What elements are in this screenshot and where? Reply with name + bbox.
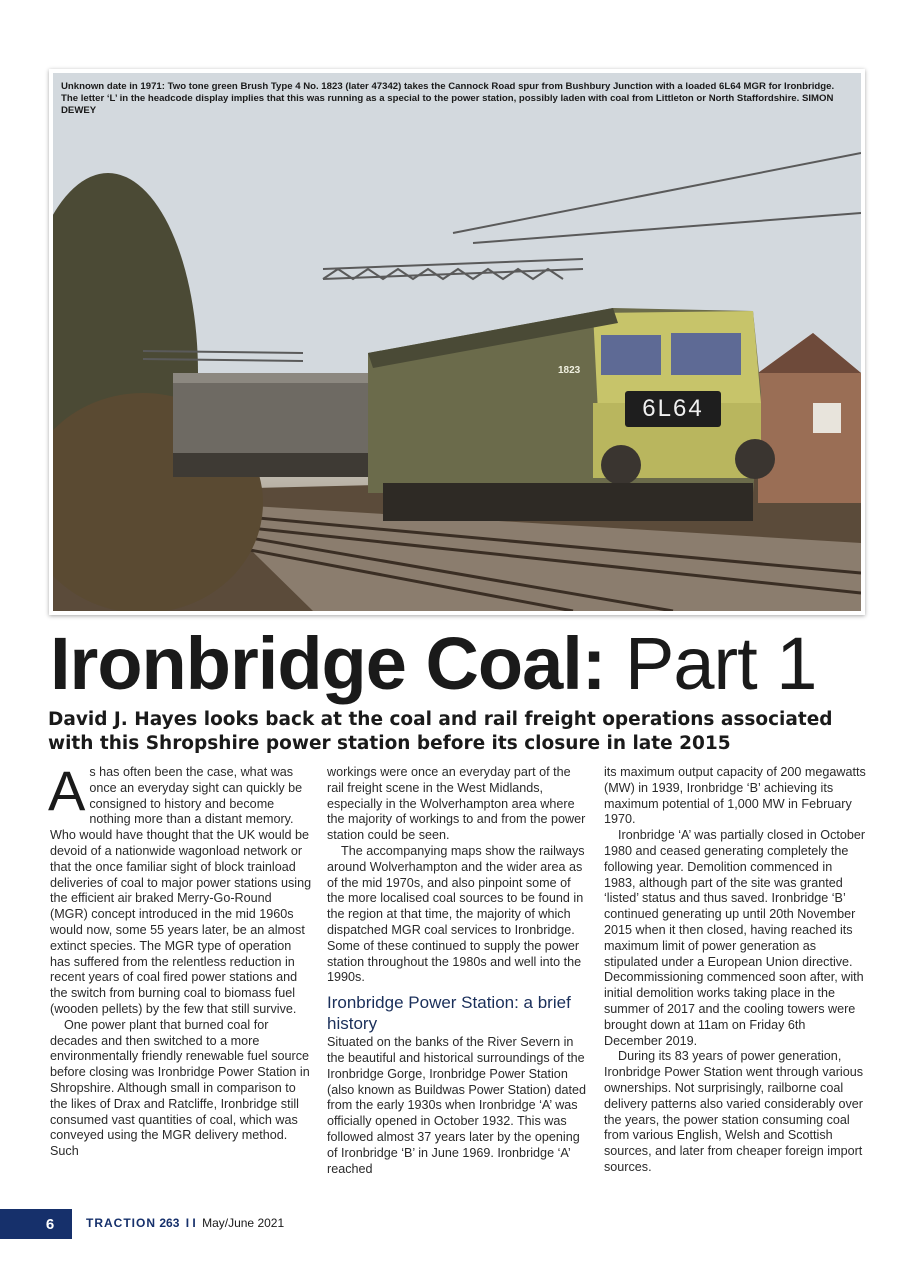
title-bold: Ironbridge Coal: (50, 622, 606, 705)
drop-cap: A (48, 759, 86, 822)
photo-caption: Unknown date in 1971: Two tone green Brush Type 4 No. 1823 (later 47342) takes the Cannock Road spur from Bushbury Junction with a loaded 6L64 MGR for Ironbridge. The letter ‘L’ in the headcode display implies that this was running as a special to the power station, possibly laden with coal from Littleton or North Staffordshire. SIMON DEWEY (61, 81, 835, 116)
train-illustration (53, 73, 861, 611)
body-column-3 (604, 765, 866, 1176)
paragraph: its maximum output capacity of 200 megawatts (MW) in 1939, Ironbridge ‘B’ achieving its maximum potential of 1,000 MW in February 1970. (604, 765, 866, 827)
headcode-display: 6L64 (642, 395, 704, 422)
paragraph: Situated on the banks of the River Severn in the beautiful and historical surroundings of the Ironbridge Gorge, Ironbridge Power Station (also known as Buildwas Power Station) dated from the early 1930s when Ironbridge ‘A’ was officially opened in October 1932. This was followed almost 37 years later by the opening of Ironbridge ‘B’ in June 1969. Ironbridge ‘A’ reached (327, 1035, 587, 1176)
footer-separator: I I (185, 1216, 196, 1230)
page-number: 6 (0, 1209, 72, 1239)
magazine-name: TRACTION (86, 1216, 156, 1230)
photo-image (53, 73, 861, 611)
issue-date: May/June 2021 (202, 1216, 285, 1230)
loco-number: 1823 (558, 365, 581, 376)
paragraph: During its 83 years of power generation, Ironbridge Power Station went through various ownerships. Not surprisingly, railborne coal delivery patterns also varied considerably over the years, the power station consuming coal from various English, Welsh and Scottish sources, and later from cheaper foreign import sources. (604, 1049, 864, 1174)
page-title (50, 624, 870, 704)
paragraph: workings were once an everyday part of the rail freight scene in the West Midlands, especially in the Wolverhampton area where the majority of workings to and from the power station could be seen. (327, 765, 586, 843)
running-footer (86, 1216, 284, 1230)
body-column-2 (327, 765, 589, 1177)
standfirst: David J. Hayes looks back at the coal and rail freight operations associated with this Shropshire power station before its closure in late 2015 (48, 709, 833, 754)
issue-number: 263 (159, 1216, 180, 1230)
title-light: Part 1 (625, 622, 817, 705)
lead-photo (49, 69, 865, 615)
paragraph: s has often been the case, what was once an everyday sight can quickly be consigned to history and become nothing more than a distant memory. Who would have thought that the UK would be devoid of a nationwide wagonload network or that the once familiar sight of block trainload deliveries of coal to major power stations using the efficient air braked Merry-Go-Round (MGR) concept introduced in the mid 1960s would now, some 55 years later, be an almost extinct species. The MGR type of operation has suffered from the relentless reduction in recent years of coal fired power stations and the switch from burning coal to biomass fuel (wooden pellets) by the few that still survive. (50, 765, 312, 1016)
paragraph: The accompanying maps show the railways around Wolverhampton and the wider area as of the mid 1970s, and also pinpoint some of the more localised coal sources to be found in the region at that time, the majority of which dispatched MGR coal services to Ironbridge. Some of these continued to supply the power station throughout the 1980s and well into the 1990s. (327, 843, 585, 985)
body-column-1 (48, 759, 312, 1160)
section-subhead: Ironbridge Power Station: a brief history (327, 993, 571, 1034)
paragraph: One power plant that burned coal for decades and then switched to a more environmentally friendly renewable fuel source before closing was Ironbridge Power Station in Shropshire. Although small in comparison to the likes of Drax and Ratcliffe, Ironbridge still consumed vast quantities of coal, which was conveyed using the MGR delivery method. Such (50, 1017, 310, 1159)
paragraph: Ironbridge ‘A’ was partially closed in October 1980 and ceased generating completely the following year. Demolition commenced in 1983, although part of the site was granted ‘listed’ status and thus saved. Ironbridge ‘B’ continued generating up until 20th November 2015 when it then closed, having reached its maximum limit of power generation as stipulated under a European Union directive. Decommissioning commenced soon after, with initial demolition works taking place in the summer of 2017 and the cooling towers were brought down at 11am on Friday 6th December 2019. (604, 828, 866, 1048)
